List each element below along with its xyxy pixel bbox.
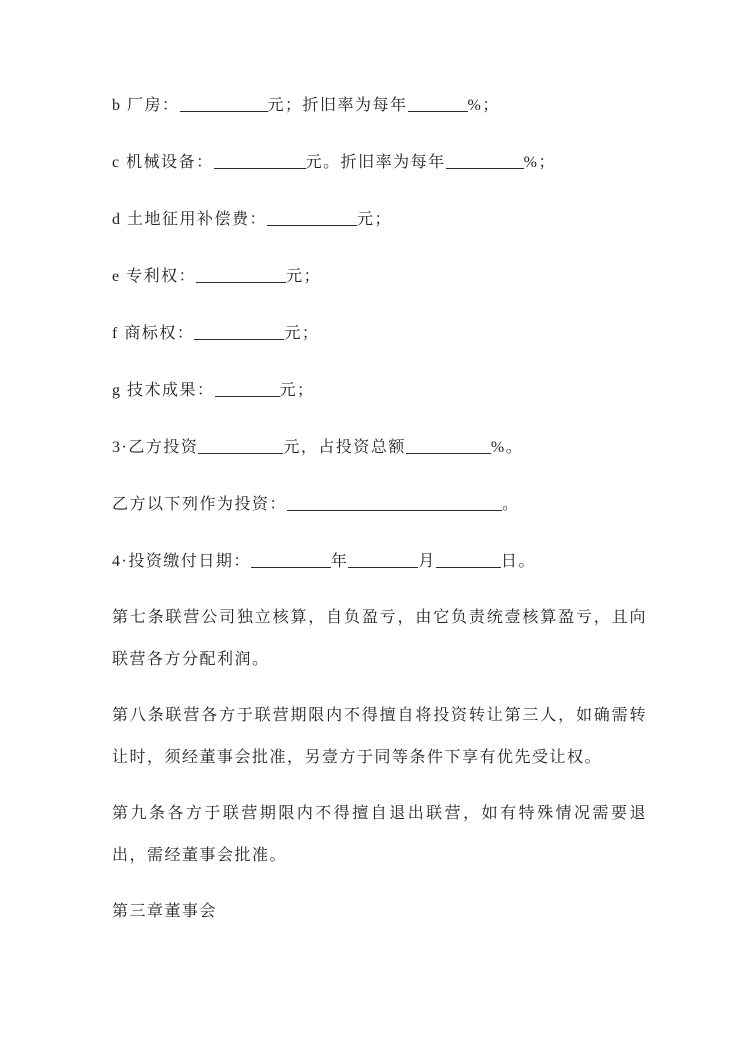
line-text: c 机械设备：: [112, 154, 214, 171]
line-text: 元，占投资总额: [283, 439, 406, 456]
paragraph-article-7: 第七条联营公司独立核算，自负盈亏，由它负责统壹核算盈亏，且向联营各方分配利润。: [112, 609, 647, 668]
form-line-b-factory: [112, 95, 647, 117]
line-text: 元；: [279, 382, 315, 399]
form-line-4-payment-date: [112, 551, 647, 573]
blank-field: [251, 552, 331, 568]
line-text: %；: [467, 97, 500, 114]
line-text: 元；折旧率为每年: [267, 97, 408, 114]
form-line-f-trademark: [112, 323, 647, 345]
line-text: 元。折旧率为每年: [305, 154, 446, 171]
line-text: f 商标权：: [112, 325, 195, 342]
blank-field: [194, 324, 284, 340]
line-text: %；: [523, 154, 556, 171]
blank-field: [287, 495, 502, 511]
line-text: 4·投资缴付日期：: [112, 553, 251, 570]
blank-field: [408, 96, 468, 112]
form-line-c-machinery: [112, 152, 647, 174]
blank-field: [215, 381, 280, 397]
form-line-g-tech-achievement: [112, 380, 647, 402]
line-text: 月: [418, 553, 436, 570]
line-text: 年: [330, 553, 349, 570]
line-text: 乙方以下列作为投资：: [112, 496, 288, 513]
line-text: 日。: [500, 553, 536, 570]
blank-field: [348, 552, 418, 568]
line-text: %。: [490, 439, 524, 456]
blank-field: [406, 438, 491, 454]
blank-field: [436, 552, 501, 568]
line-text: g 技术成果：: [112, 382, 215, 399]
blank-field: [180, 96, 268, 112]
form-line-d-land-compensation: [112, 209, 647, 231]
chapter-heading: 第三章董事会: [112, 903, 218, 920]
form-line-e-patent: [112, 266, 647, 288]
paragraph-article-9: 第九条各方于联营期限内不得擅自退出联营，如有特殊情况需要退出，需经董事会批准。: [112, 805, 647, 864]
line-text: 。: [502, 496, 520, 513]
line-text: b 厂房：: [112, 97, 180, 114]
blank-field: [198, 438, 283, 454]
form-line-3-partyb-investment: [112, 437, 647, 459]
form-line-partyb-investment-items: [112, 494, 647, 516]
blank-field: [267, 210, 357, 226]
blank-field: [214, 153, 306, 169]
line-text: 元；: [286, 268, 322, 285]
line-text: d 土地征用补偿费：: [112, 211, 268, 228]
document-content: [112, 95, 647, 933]
line-text: e 专利权：: [112, 268, 197, 285]
line-text: 元；: [357, 211, 393, 228]
blank-field: [196, 267, 286, 283]
line-text: 3·乙方投资: [112, 439, 199, 456]
paragraph-article-8: 第八条联营各方于联营期限内不得擅自将投资转让第三人，如确需转让时，须经董事会批准，另壹方于同等条件下享有优先受让权。: [112, 707, 647, 766]
line-text: 元；: [284, 325, 320, 342]
blank-field: [446, 153, 524, 169]
